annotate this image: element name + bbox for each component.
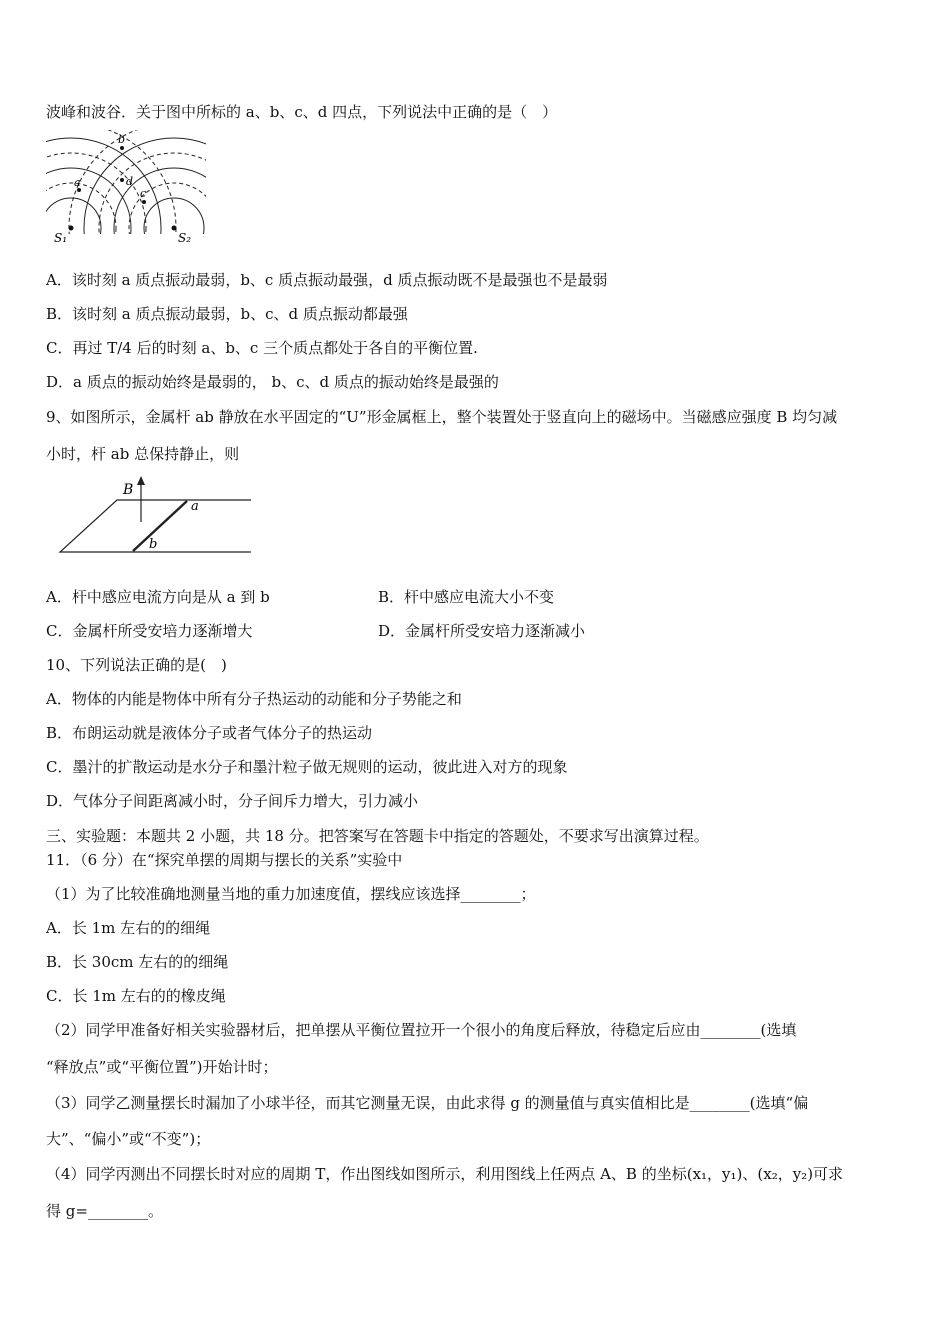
source-s2-dot xyxy=(172,226,177,231)
q9-option-b: B．杆中感应电流大小不变 xyxy=(378,588,555,606)
label-s1: S₁ xyxy=(54,231,68,245)
point-b-dot xyxy=(120,146,124,150)
label-d: d xyxy=(126,175,134,188)
q9-option-d: D．金属杆所受安培力逐渐减小 xyxy=(378,622,586,640)
q11-part1-option-a: A．长 1m 左右的的细绳 xyxy=(46,919,211,937)
label-s2: S₂ xyxy=(178,231,192,245)
label-a-rod: a xyxy=(191,499,199,514)
q9-stem-line1: 9、如图所示，金属杆 ab 静放在水平固定的“U”形金属框上，整个装置处于竖直向上的磁场中。当磁感应强度 B 均匀减 xyxy=(46,408,838,426)
q10-option-a: A．物体的内能是物体中所有分子热运动的动能和分子势能之和 xyxy=(46,690,462,708)
label-a: a xyxy=(74,176,81,189)
q11-part2-line2: “释放点”或“平衡位置”)开始计时； xyxy=(46,1058,278,1076)
q11-part3-line1: （3）同学乙测量摆长时漏加了小球半径，而其它测量无误，由此求得 g 的测量值与真实值相比是________(选填“偏 xyxy=(46,1094,809,1112)
q10-option-d: D．气体分子间距离减小时，分子间斥力增大，引力减小 xyxy=(46,792,419,810)
q10-option-b: B．布朗运动就是液体分子或者气体分子的热运动 xyxy=(46,724,373,742)
q10-stem: 10、下列说法正确的是( ) xyxy=(46,656,227,674)
q8-option-b: B．该时刻 a 质点振动最弱，b、c、d 质点振动都最强 xyxy=(46,305,408,323)
wave-interference-figure xyxy=(46,130,206,248)
q8-stem: 波峰和波谷．关于图中所标的 a、b、c、d 四点，下列说法中正确的是（ ） xyxy=(46,103,558,121)
q8-option-c: C．再过 T/4 后的时刻 a、b、c 三个质点都处于各自的平衡位置. xyxy=(46,339,478,357)
section-3-heading: 三、实验题：本题共 2 小题，共 18 分。把答案写在答题卡中指定的答题处，不要求写出演算过程。 xyxy=(46,827,709,845)
label-B: B xyxy=(123,482,134,498)
point-c-dot xyxy=(142,200,146,204)
q11-part2-line1: （2）同学甲准备好相关实验器材后，把单摆从平衡位置拉开一个很小的角度后释放，待稳定后应由________(选填 xyxy=(46,1021,797,1039)
u-frame-figure xyxy=(55,474,255,556)
q11-part1-option-c: C．长 1m 左右的的橡皮绳 xyxy=(46,987,226,1005)
q8-option-d: D．a 质点的振动始终是最弱的， b、c、d 质点的振动始终是最强的 xyxy=(46,373,499,391)
label-b: b xyxy=(118,133,126,146)
q9-stem-line2: 小时，杆 ab 总保持静止，则 xyxy=(46,445,240,463)
q11-part1: （1）为了比较准确地测量当地的重力加速度值，摆线应该选择________； xyxy=(46,885,536,903)
q9-option-c: C．金属杆所受安培力逐渐增大 xyxy=(46,622,253,640)
q10-option-c: C．墨汁的扩散运动是水分子和墨汁粒子做无规则的运动，彼此进入对方的现象 xyxy=(46,758,568,776)
q11-stem: 11．（6 分）在“探究单摆的周期与摆长的关系”实验中 xyxy=(46,851,403,869)
q11-part3-line2: 大”、“偏小”或“不变”)； xyxy=(46,1130,211,1148)
source-s1-dot xyxy=(69,226,74,231)
label-c: c xyxy=(140,187,147,200)
q11-part4-line1: （4）同学丙测出不同摆长时对应的周期 T，作出图线如图所示，利用图线上任两点 A、B 的坐标(x₁，y₁)、(x₂，y₂)可求 xyxy=(46,1165,844,1183)
q11-part1-option-b: B．长 30cm 左右的的细绳 xyxy=(46,953,229,971)
b-field-arrowhead xyxy=(137,476,145,485)
label-b-rod: b xyxy=(149,537,158,552)
q11-part4-line2: 得 g=________。 xyxy=(46,1202,163,1220)
q9-option-a: A．杆中感应电流方向是从 a 到 b xyxy=(46,588,270,606)
point-d-dot xyxy=(120,178,124,182)
q8-option-a: A．该时刻 a 质点振动最弱，b、c 质点振动最强，d 质点振动既不是最强也不是最弱 xyxy=(46,271,608,289)
